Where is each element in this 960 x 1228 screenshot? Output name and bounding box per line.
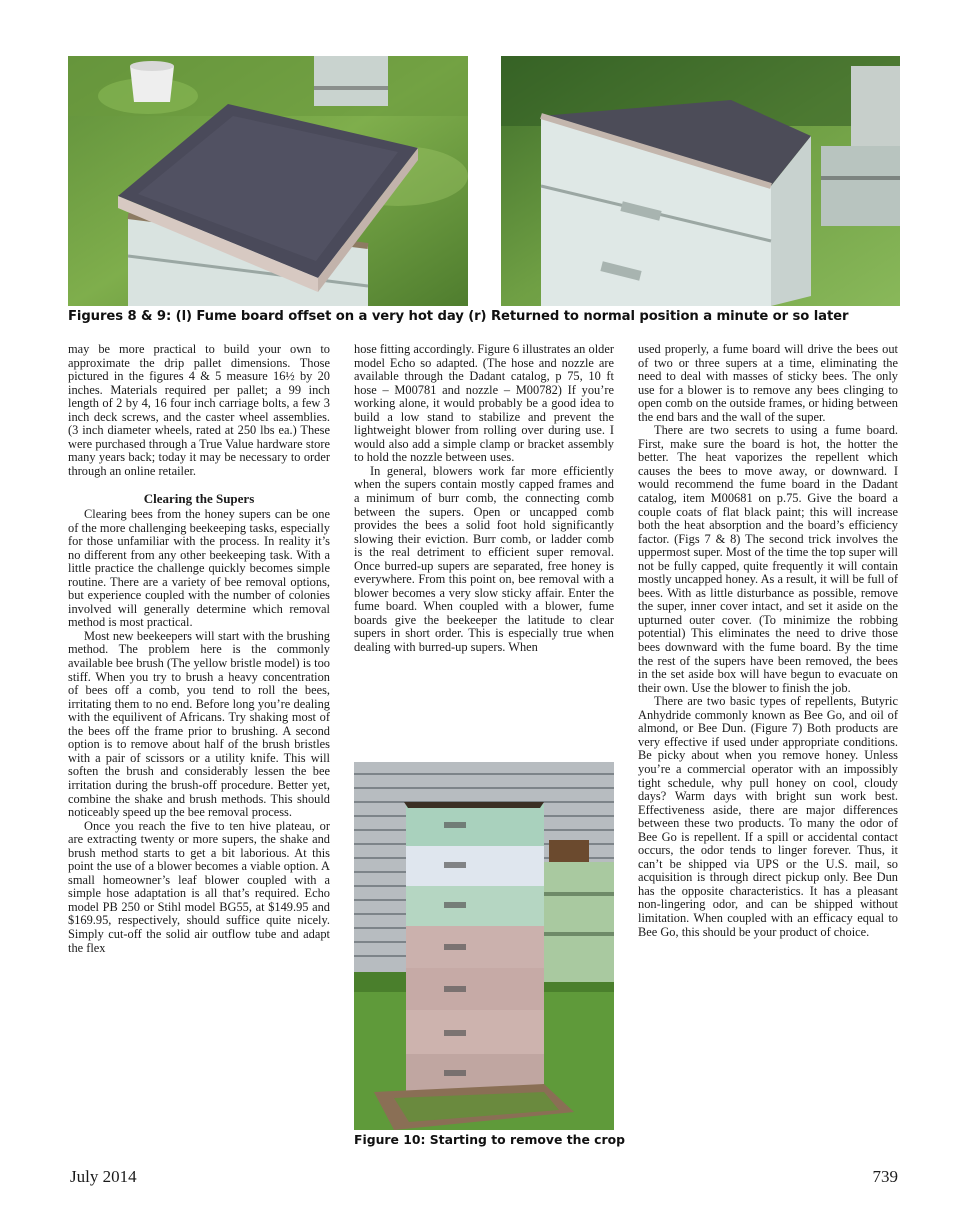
paragraph: Clearing bees from the honey supers can be one of the more challenging beekeeping tasks, especially for those unfamiliar with the process. In reality it’s no different from any other beekeeping task. With a little practice the challenge quickly becomes simple routine. There are a variety of bee removal options, but experience coupled with the number of colonies involved will generally determine which removal method is most practical. [68, 507, 330, 630]
figure-8-photo [68, 56, 468, 306]
paragraph: may be more practical to build your own to approximate the drip pallet dimensions. Those pictured in the figures 4 & 5 measure 16½ by 20 inches. Materials required per pallet; a 99 inch length of 2 by 4, 16 four inch carriage bolts, a few 3 inch deck screws, and the caster wheel assemblies. (3 inch diameter wheels, rated at 250 lbs ea.) These were purchased through a True Value hardware store many years back; today it may be necessary to order through an online retailer. [68, 342, 330, 478]
paragraph: Once you reach the five to ten hive plateau, or are extracting twenty or more supers, the shake and brush method starts to get a bit laborious. At this point the use of a blower becomes a viable option. A small homeowner’s leaf blower coupled with a simple hose adaptation is all that’s required. Echo model PB 250 or Stihl model BG55, at $149.95 and $169.95, respectively, should suffice quite nicely. Simply cut-off the solid air outflow tube and adapt the flex [68, 818, 330, 955]
figure-10-photo [354, 762, 614, 1130]
issue-date: July 2014 [70, 1167, 137, 1186]
paragraph: hose fitting accordingly. Figure 6 illustrates an older model Echo so adapted. (The hose and nozzle are available through the Dadant catalog, p 75, 10 ft hose – M00781 and nozzle – M00782) If you’re working alone, it would probably be a good idea to build a low stand to stabilize and prevent the lightweight blower from rolling over during use. I would also add a simple clamp or bracket assembly to hold the nozzle between uses. [354, 342, 614, 465]
paragraph: In general, blowers work far more efficiently when the supers contain mostly capped frames and a minimum of burr comb, the connecting comb between the supers. Open or uncapped comb provides the bees a solid foot hold significantly slowing their eviction. Burr comb, or ladder comb is the real detriment to efficient super removal. Once burred-up supers are separated, free honey is everywhere. From this point on, bee removal with a blower becomes a very slow sticky affair. Enter the fume board. When coupled with a blower, fume boards give the beekeeper the latitude to clear supers in short order. This is especially true when dealing with burred-up supers. When [354, 463, 614, 655]
paragraph: There are two secrets to using a fume board. First, make sure the board is hot, the hotter the better. The heat vaporizes the repellent which causes the bees to move away, or downward. I would recommend the fume board in the Dadant catalog, item M00681 on p.75. Give the board a couple coats of flat black paint; this will increase both the heat absorption and the board’s efficiency factor. (Figs 7 & 8) The second trick involves the uppermost super. Most of the time the top super will not be fully capped, quite frequently it will contain mostly uncapped honey. As a result, it will be full of bees. With as little disturbance as possible, remove the super, inner cover intact, and set it aside on the upturned outer cover. (To minimize the robbing potential) This eliminates the need to drive those bees downward with the fume board. By the time the rest of the supers have been removed, the bees in the set aside box will have begun to evacuate on their own. Use the blower to finish the job. [638, 423, 898, 695]
figure-9-photo [501, 56, 900, 306]
text-column-2 [354, 343, 614, 655]
page-number: 739 [872, 1167, 898, 1186]
text-column-1 [68, 343, 330, 955]
figure-10-caption: Figure 10: Starting to remove the crop [354, 1132, 626, 1147]
text-column-3 [638, 343, 898, 939]
paragraph: Most new beekeepers will start with the brushing method. The problem here is the commonly available bee brush (The yellow bristle model) is too stiff. When you try to brush a heavy concentration of bees off a comb, you tend to roll the bees, irritating them to no end. Before long you’re dealing with the equilivent of Africans. Try shaking most of the bees off the frame prior to brushing. A second option is to remove about half of the brush bristles with a pair of scissors or a utility knife. This will soften the brush and considerably lessen the bee irritation during the brush-off procedure. Better yet, combine the shake and brush methods. This should noticeably speed up the bee removal process. [68, 628, 330, 820]
paragraph: used properly, a fume board will drive the bees out of two or three supers at a time, eliminating the need to deal with masses of sticky bees. The only use for a blower is to remove any bees clinging to open comb on the outside frames, or hiding between the end bars and the wall of the super. [638, 342, 898, 424]
figures-8-9-caption: Figures 8 & 9: (l) Fume board offset on a very hot day (r) Returned to normal position a minute or so later [68, 309, 849, 324]
paragraph: There are two basic types of repellents, Butyric Anhydride commonly known as Bee Go, and oil of almond, or Bee Dun. (Figure 7) Both products are very effective if used under appropriate conditions. Be picky about when you remove honey. Unless you’re a commercial operator with an impossibly tight schedule, why pull honey on cool, cloudy days? Warm days with bright sun work best. Effectiveness aside, there are major differences between these two products. To many the odor of Bee Go is repellent. If a spill or accidental contact occurs, the odor tends to linger forever. Thus, it can’t be shipped via UPS or the U.S. mail, so acquisition is through direct pickup only. Bee Dun has the opposite characteristics. It has a pleasant non-lingering odor, and can be shipped without limitation. When coupled with an efficacy equal to Bee Go, this should be your product of choice. [638, 694, 898, 939]
section-heading: Clearing the Supers [143, 491, 255, 507]
